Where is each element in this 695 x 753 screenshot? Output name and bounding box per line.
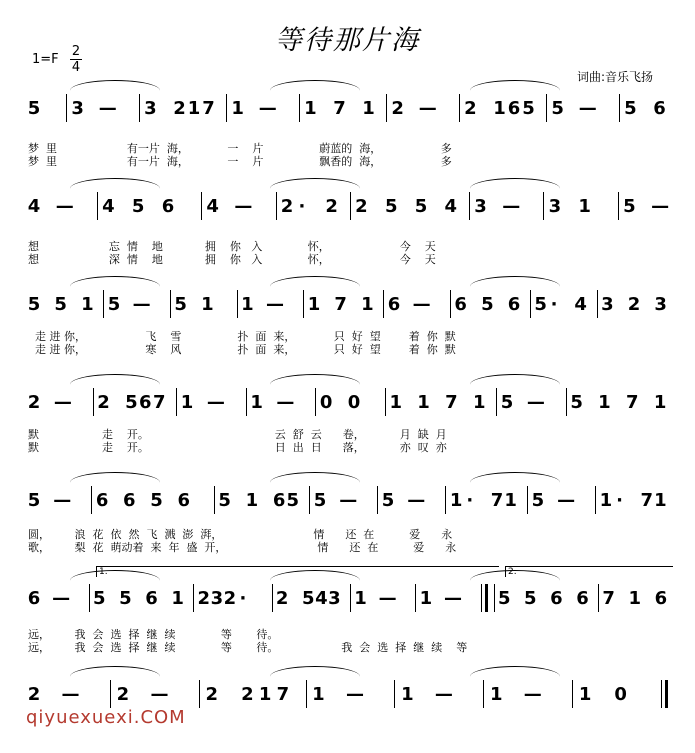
- slur: [70, 374, 160, 395]
- note-symbol: 5: [534, 294, 547, 315]
- lyrics-verse-2: 走 进 你， 寒 风 扑 面 来， 只 好 望 着 你 默: [28, 343, 456, 356]
- barline: [66, 94, 67, 122]
- barline: [394, 680, 395, 708]
- note-symbol: —: [132, 294, 151, 315]
- slur: [470, 666, 560, 687]
- note-symbol: 3: [474, 196, 487, 217]
- note-symbol: 5: [381, 490, 395, 511]
- slur: [470, 472, 560, 493]
- note-symbol: 1: [489, 684, 503, 705]
- note-symbol: 6: [387, 294, 401, 315]
- note-symbol: 5: [119, 588, 132, 609]
- note-symbol: 5: [302, 588, 315, 609]
- note-symbol: 2: [241, 684, 254, 705]
- barline: [226, 94, 227, 122]
- note-symbol: 1: [472, 392, 486, 413]
- lyrics-verse-1: 默 走 开。 云 舒 云 卷， 月 缺 月: [28, 428, 447, 441]
- note-symbol: 3: [210, 588, 224, 609]
- note-symbol: 2: [197, 588, 211, 609]
- note-symbol: 5: [524, 588, 537, 609]
- note-symbol: 6: [123, 490, 136, 511]
- note-symbol: 2: [116, 684, 130, 705]
- note-symbol: 5: [107, 294, 121, 315]
- note-symbol: 5: [481, 294, 494, 315]
- note-symbol: 2: [223, 588, 237, 609]
- barline: [619, 94, 620, 122]
- note-symbol: 2: [391, 98, 404, 119]
- slur: [70, 472, 160, 493]
- note-symbol: 5: [497, 588, 511, 609]
- slur: [270, 80, 360, 101]
- note-symbol: —: [276, 392, 295, 413]
- note-symbol: 3: [601, 294, 614, 315]
- slur: [470, 374, 560, 395]
- note-symbol: 4: [315, 588, 328, 609]
- time-signature: [70, 44, 82, 75]
- barline: [377, 486, 378, 514]
- note-symbol: 3: [144, 98, 157, 119]
- note-symbol: —: [258, 98, 277, 119]
- note-symbol: 5: [150, 490, 163, 511]
- note-symbol: 1: [504, 490, 517, 511]
- note-symbol: 6: [654, 588, 668, 609]
- barline: [618, 192, 619, 220]
- note-symbol: 2: [464, 98, 477, 119]
- note-symbol: —: [557, 490, 576, 511]
- note-symbol: 1: [171, 588, 184, 609]
- slur: [70, 276, 160, 297]
- note-symbol: 4: [27, 196, 41, 217]
- note-symbol: 6: [161, 196, 175, 217]
- note-symbol: 1: [231, 98, 244, 119]
- slur: [470, 276, 560, 297]
- note-symbol: 1: [304, 98, 317, 119]
- barline: [595, 486, 596, 514]
- slur: [270, 666, 360, 687]
- note-symbol: 5: [27, 490, 41, 511]
- note-symbol: 0: [347, 392, 361, 413]
- note-symbol: 1: [245, 490, 259, 511]
- note-symbol: —: [412, 294, 431, 315]
- note-symbol: 7: [334, 294, 347, 315]
- note-symbol: ·: [298, 196, 306, 217]
- note-symbol: 1: [362, 98, 375, 119]
- note-symbol: 0: [614, 684, 627, 705]
- note-symbol: 2: [173, 98, 186, 119]
- barline: [199, 680, 200, 708]
- lyrics-verse-1: 远， 我 会 选 择 继 续 等 待。: [28, 628, 279, 641]
- lyrics-verse-2: 歌， 梨 花 萌动着 来 年 盛 开， 情 还 在 爱 永: [28, 541, 457, 554]
- note-symbol: 5: [286, 490, 299, 511]
- note-symbol: ·: [239, 588, 247, 609]
- note-symbol: 1: [417, 392, 430, 413]
- note-symbol: 7: [640, 490, 654, 511]
- note-symbol: 1: [493, 98, 506, 119]
- note-symbol: —: [578, 98, 597, 119]
- note-symbol: 5: [218, 490, 231, 511]
- note-symbol: 1: [449, 490, 463, 511]
- note-symbol: 3: [71, 98, 84, 119]
- note-symbol: 4: [444, 196, 457, 217]
- note-symbol: 2: [627, 294, 641, 315]
- note-symbol: 2: [325, 196, 338, 217]
- barline: [386, 94, 387, 122]
- barline: [459, 94, 460, 122]
- slur: [270, 374, 360, 395]
- key-signature: 1=F: [32, 52, 59, 67]
- note-symbol: 1: [653, 392, 667, 413]
- slur: [70, 666, 160, 687]
- note-symbol: 6: [177, 490, 191, 511]
- note-symbol: —: [346, 684, 364, 705]
- note-symbol: —: [523, 684, 542, 705]
- barline: [383, 290, 384, 318]
- note-symbol: 3: [548, 196, 562, 217]
- barline: [193, 584, 194, 612]
- note-symbol: 1: [654, 490, 667, 511]
- note-symbol: 6: [139, 392, 152, 413]
- note-symbol: 5: [522, 98, 535, 119]
- note-symbol: ·: [550, 294, 558, 315]
- lyrics-verse-2: 默 走 开。 日 出 日 落， 亦 叹 亦: [28, 441, 447, 454]
- note-symbol: 5: [131, 196, 145, 217]
- slur: [270, 472, 360, 493]
- slur: [270, 276, 360, 297]
- slur: [70, 80, 160, 101]
- note-symbol: —: [53, 490, 72, 511]
- note-symbol: —: [407, 490, 426, 511]
- note-symbol: 5: [500, 392, 514, 413]
- note-symbol: 5: [570, 392, 583, 413]
- note-symbol: 7: [625, 392, 639, 413]
- note-symbol: 6: [272, 490, 286, 511]
- note-symbol: 2: [97, 392, 110, 413]
- barline: [176, 388, 177, 416]
- credit: 词曲:音乐飞扬: [577, 70, 654, 84]
- barline: [566, 388, 567, 416]
- lyrics-verse-1: 圆， 浪 花 依 然 飞 溅 澎 湃， 情 还 在 爱 永: [28, 528, 453, 541]
- note-symbol: 5: [54, 294, 67, 315]
- note-symbol: 5: [93, 588, 106, 609]
- note-symbol: —: [234, 196, 253, 217]
- barline: [214, 486, 215, 514]
- note-symbol: 1: [180, 392, 194, 413]
- note-symbol: 2: [280, 196, 294, 217]
- note-symbol: 2: [355, 196, 368, 217]
- notation-row: [0, 286, 695, 326]
- slur: [470, 80, 560, 101]
- note-symbol: 5: [624, 98, 637, 119]
- lyrics-verse-2: 想 深 情 地 拥 你 入 怀， 今 天: [28, 253, 436, 266]
- final-barline: [661, 680, 665, 708]
- note-symbol: 4: [102, 196, 115, 217]
- note-symbol: —: [434, 684, 453, 705]
- notation-row: [0, 580, 695, 620]
- note-symbol: —: [378, 588, 397, 609]
- note-symbol: 5: [551, 98, 564, 119]
- barline: [415, 584, 416, 612]
- note-symbol: 1: [361, 294, 374, 315]
- note-symbol: 1: [401, 684, 414, 705]
- barline: [237, 290, 238, 318]
- note-symbol: 5: [623, 196, 636, 217]
- note-symbol: 7: [445, 392, 458, 413]
- note-symbol: 7: [152, 392, 166, 413]
- note-symbol: 1: [312, 684, 325, 705]
- note-symbol: 1: [187, 98, 201, 119]
- note-symbol: —: [526, 392, 545, 413]
- note-symbol: 4: [206, 196, 219, 217]
- barline: [170, 290, 171, 318]
- slur: [270, 178, 360, 199]
- note-symbol: —: [61, 684, 80, 705]
- note-symbol: 0: [319, 392, 333, 413]
- barline: [598, 584, 599, 612]
- note-symbol: —: [52, 588, 71, 609]
- note-symbol: 4: [574, 294, 587, 315]
- note-symbol: —: [443, 588, 462, 609]
- meter-top: 2: [71, 44, 81, 59]
- note-symbol: 6: [507, 294, 521, 315]
- note-symbol: 1: [599, 490, 613, 511]
- note-symbol: ·: [616, 490, 623, 511]
- volta-first-ending: 1.: [96, 566, 499, 577]
- note-symbol: 6: [454, 294, 467, 315]
- note-symbol: 3: [328, 588, 341, 609]
- note-symbol: —: [418, 98, 437, 119]
- note-symbol: 3: [654, 294, 667, 315]
- notation-row: [0, 482, 695, 522]
- note-symbol: 1: [354, 588, 367, 609]
- note-symbol: 5: [384, 196, 398, 217]
- note-symbol: —: [502, 196, 521, 217]
- note-symbol: 1: [628, 588, 642, 609]
- note-symbol: 7: [490, 490, 504, 511]
- note-symbol: 2: [275, 588, 289, 609]
- lyrics-verse-2: 远， 我 会 选 择 继 续 等 待。 我 会 选 择 继 续 等: [28, 641, 468, 654]
- notation-row: [0, 384, 695, 424]
- note-symbol: —: [651, 196, 670, 217]
- note-symbol: —: [53, 392, 72, 413]
- note-symbol: 6: [95, 490, 109, 511]
- note-symbol: 1: [258, 684, 272, 705]
- note-symbol: 1: [578, 196, 591, 217]
- note-symbol: 6: [27, 588, 41, 609]
- lyrics-verse-1: 想 忘 情 地 拥 你 入 怀， 今 天: [28, 240, 436, 253]
- note-symbol: —: [339, 490, 358, 511]
- slur: [470, 178, 560, 199]
- notation-row: [0, 188, 695, 228]
- note-symbol: 5: [27, 98, 41, 119]
- note-symbol: 1: [81, 294, 94, 315]
- note-symbol: 5: [27, 294, 41, 315]
- note-symbol: 6: [145, 588, 158, 609]
- note-symbol: —: [266, 294, 284, 315]
- volta-second-ending: 2.: [505, 566, 673, 577]
- note-symbol: 2: [27, 684, 41, 705]
- note-symbol: —: [55, 196, 74, 217]
- note-symbol: 1: [241, 294, 254, 315]
- note-symbol: —: [98, 98, 117, 119]
- barline: [597, 290, 598, 318]
- note-symbol: 5: [174, 294, 187, 315]
- barline: [246, 388, 247, 416]
- note-symbol: 7: [602, 588, 615, 609]
- watermark: qiyuexuexi.COM: [26, 707, 186, 728]
- lyrics-verse-2: 梦 里 有一片 海， 一 片 飘香的 海， 多: [28, 155, 452, 168]
- note-symbol: 2: [205, 684, 219, 705]
- note-symbol: 6: [576, 588, 589, 609]
- note-symbol: 1: [201, 294, 214, 315]
- note-symbol: —: [206, 392, 225, 413]
- note-symbol: 1: [307, 294, 321, 315]
- barline: [445, 486, 446, 514]
- note-symbol: 6: [653, 98, 666, 119]
- note-symbol: 7: [276, 684, 290, 705]
- note-symbol: 6: [550, 588, 563, 609]
- note-symbol: 7: [202, 98, 215, 119]
- note-symbol: 5: [125, 392, 138, 413]
- meter-bottom: 4: [71, 60, 81, 75]
- barline: [201, 192, 202, 220]
- slur: [70, 178, 160, 199]
- note-symbol: 1: [250, 392, 263, 413]
- barline: [450, 290, 451, 318]
- note-symbol: 7: [333, 98, 346, 119]
- note-symbol: 1: [389, 392, 402, 413]
- lyrics-verse-1: 梦 里 有一片 海， 一 片 蔚蓝的 海， 多: [28, 142, 452, 155]
- notation-row: [0, 90, 695, 130]
- note-symbol: 5: [531, 490, 545, 511]
- note-symbol: 1: [419, 588, 433, 609]
- note-symbol: —: [150, 684, 169, 705]
- note-symbol: ·: [466, 490, 474, 511]
- score-title: 等待那片海: [275, 25, 420, 56]
- note-symbol: 5: [414, 196, 428, 217]
- barline: [385, 388, 386, 416]
- note-symbol: 1: [578, 684, 592, 705]
- note-symbol: 5: [313, 490, 327, 511]
- note-symbol: 6: [507, 98, 521, 119]
- lyrics-verse-1: 走 进 你， 飞 雪 扑 面 来， 只 好 望 着 你 默: [28, 330, 456, 343]
- note-symbol: 2: [27, 392, 41, 413]
- barline: [572, 680, 573, 708]
- note-symbol: 1: [598, 392, 611, 413]
